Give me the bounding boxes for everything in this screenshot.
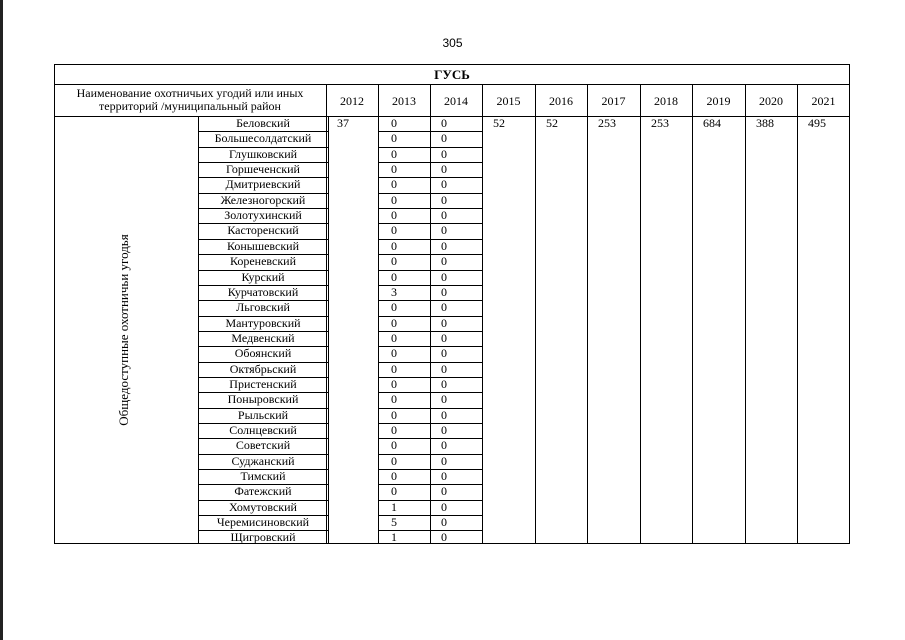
value-2014: 0	[441, 423, 447, 437]
value-2014: 0	[441, 162, 447, 177]
value-2014: 0	[441, 453, 447, 468]
year-header: 2018	[654, 94, 678, 108]
value-2013: 0	[391, 330, 397, 345]
grid-line	[378, 515, 430, 516]
value-2013: 0	[391, 423, 397, 437]
value-2014: 0	[441, 269, 447, 284]
data-table	[54, 64, 850, 544]
value-2013: 0	[391, 254, 397, 269]
grid-line	[430, 300, 482, 301]
value-2013: 0	[391, 315, 397, 330]
value-2013: 0	[391, 407, 397, 422]
grid-line	[378, 500, 430, 501]
district-name: Обоянский	[234, 346, 292, 361]
grid-line	[378, 331, 430, 332]
grid-line	[430, 408, 482, 409]
district-name: Солнцевский	[229, 423, 297, 437]
value-2013: 0	[391, 346, 397, 361]
year-header: 2019	[706, 94, 731, 108]
district-name: Советский	[235, 438, 291, 453]
grid-line	[378, 193, 430, 194]
value-2013: 0	[391, 162, 397, 177]
district-name: Щигровский	[230, 530, 296, 545]
grid-line	[378, 300, 430, 301]
year-header: 2016	[549, 94, 573, 108]
grid-line	[54, 116, 850, 117]
grid-line	[430, 147, 482, 148]
grid-line	[54, 84, 850, 85]
grid-line	[378, 223, 430, 224]
grid-line	[378, 392, 430, 393]
grid-line	[378, 423, 430, 424]
district-name: Золотухинский	[224, 208, 302, 223]
value-2014: 0	[441, 407, 447, 422]
grid-line	[430, 239, 482, 240]
value-2013: 0	[391, 208, 397, 223]
value-2014: 0	[441, 484, 447, 499]
grid-line	[430, 84, 431, 544]
name-column-header: Наименование охотничьих угодий или иных территорий /муниципальный район	[76, 86, 304, 113]
grid-line	[378, 239, 430, 240]
district-name: Суджанский	[231, 453, 295, 468]
grid-line	[430, 500, 482, 501]
value-2013: 0	[391, 376, 397, 391]
grid-line	[430, 454, 482, 455]
total-2017: 253	[598, 116, 616, 130]
grid-line	[378, 484, 430, 485]
grid-line	[430, 131, 482, 132]
grid-line	[797, 84, 798, 544]
value-2013: 0	[391, 131, 397, 146]
grid-line	[640, 84, 641, 544]
value-2014: 0	[441, 469, 447, 484]
value-2013: 5	[391, 515, 397, 530]
year-header: 2020	[759, 94, 783, 108]
page-number: 305	[442, 36, 463, 50]
grid-line	[430, 362, 482, 363]
grid-line	[535, 84, 536, 544]
total-2018: 253	[651, 116, 669, 130]
grid-line	[378, 469, 430, 470]
grid-line	[430, 423, 482, 424]
district-name: Курчатовский	[227, 284, 299, 299]
value-2013: 0	[391, 192, 397, 207]
grid-line	[378, 530, 430, 531]
value-2013: 0	[391, 300, 397, 315]
grid-line	[378, 270, 430, 271]
grid-line	[430, 177, 482, 178]
district-name: Глушковский	[228, 146, 298, 161]
year-header: 2021	[811, 94, 836, 108]
table-title: ГУСЬ	[434, 67, 470, 82]
value-2013: 0	[391, 469, 397, 484]
district-name: Пристенский	[229, 376, 297, 391]
year-header: 2012	[340, 94, 364, 108]
value-2014: 0	[441, 254, 447, 269]
district-name: Октябрьский	[229, 361, 297, 376]
district-name: Рыльский	[237, 407, 289, 422]
value-2013: 0	[391, 116, 397, 130]
value-2013: 1	[391, 499, 397, 514]
value-2014: 0	[441, 192, 447, 207]
grid-line	[378, 162, 430, 163]
district-name: Мантуровский	[225, 315, 301, 330]
grid-line	[378, 177, 430, 178]
district-name: Курский	[241, 269, 285, 284]
grid-line	[587, 84, 588, 544]
year-header: 2014	[444, 94, 468, 108]
grid-line	[430, 530, 482, 531]
value-2014: 0	[441, 300, 447, 315]
year-header: 2013	[392, 94, 416, 108]
scan-edge	[0, 0, 3, 640]
district-name: Фатежский	[234, 484, 292, 499]
year-header: 2015	[496, 94, 521, 108]
value-2014: 0	[441, 284, 447, 299]
grid-line	[378, 377, 430, 378]
value-2014: 0	[441, 376, 447, 391]
grid-line	[430, 438, 482, 439]
district-name: Беловский	[236, 116, 290, 130]
district-name: Кореневский	[229, 254, 297, 269]
value-2014: 0	[441, 499, 447, 514]
district-name: Черемисиновский	[216, 515, 310, 530]
grid-line	[430, 515, 482, 516]
grid-line	[378, 131, 430, 132]
grid-line	[378, 208, 430, 209]
category-label-text: Общедоступные охотничьи угодья	[116, 234, 131, 426]
year-header: 2017	[601, 94, 626, 108]
grid-line	[430, 331, 482, 332]
grid-line	[430, 162, 482, 163]
value-2013: 0	[391, 223, 397, 238]
value-2014: 0	[441, 361, 447, 376]
value-2014: 0	[441, 330, 447, 345]
grid-line	[378, 285, 430, 286]
total-2020: 388	[756, 116, 774, 130]
district-name: Льговский	[236, 300, 290, 315]
value-2014: 0	[441, 223, 447, 238]
grid-line	[378, 454, 430, 455]
grid-line	[430, 484, 482, 485]
value-2014: 0	[441, 392, 447, 407]
district-name: Большесолдатский	[214, 131, 312, 146]
total-2021: 495	[808, 116, 826, 130]
district-name: Медвенский	[231, 330, 295, 345]
value-2013: 0	[391, 238, 397, 253]
value-2014: 0	[441, 177, 447, 192]
value-2014: 0	[441, 131, 447, 146]
grid-line	[430, 270, 482, 271]
grid-line	[328, 116, 329, 544]
grid-line	[430, 377, 482, 378]
grid-line	[378, 147, 430, 148]
value-2013: 1	[391, 530, 397, 545]
value-2013: 3	[391, 284, 397, 299]
district-name: Хомутовский	[229, 499, 297, 514]
district-name: Конышевский	[226, 238, 300, 253]
value-2013: 0	[391, 392, 397, 407]
value-2013: 0	[391, 269, 397, 284]
value-2014: 0	[441, 346, 447, 361]
total-2016: 52	[546, 116, 558, 130]
value-2014: 0	[441, 116, 447, 130]
value-2013: 0	[391, 453, 397, 468]
grid-line	[378, 254, 430, 255]
grid-line	[378, 84, 379, 544]
grid-line	[430, 346, 482, 347]
grid-line	[378, 316, 430, 317]
district-name: Касторенский	[227, 223, 299, 238]
value-2013: 0	[391, 361, 397, 376]
value-2014: 0	[441, 315, 447, 330]
value-2013: 0	[391, 438, 397, 453]
value-2014: 0	[441, 146, 447, 161]
grid-line	[378, 346, 430, 347]
value-2014: 0	[441, 530, 447, 545]
value-2014: 0	[441, 208, 447, 223]
grid-line	[430, 254, 482, 255]
grid-line	[745, 84, 746, 544]
total-2015: 52	[493, 116, 505, 130]
grid-line	[482, 84, 483, 544]
grid-line	[378, 362, 430, 363]
total-2019: 684	[703, 116, 721, 130]
grid-line	[430, 392, 482, 393]
district-name: Железногорский	[220, 192, 306, 207]
district-name: Горшеченский	[226, 162, 300, 177]
value-2013: 0	[391, 146, 397, 161]
value-2014: 0	[441, 438, 447, 453]
grid-line	[430, 469, 482, 470]
grid-line	[430, 285, 482, 286]
value-2014: 0	[441, 238, 447, 253]
grid-line	[430, 208, 482, 209]
district-name: Дмитриевский	[225, 177, 301, 192]
grid-line	[378, 438, 430, 439]
grid-line	[692, 84, 693, 544]
district-name: Поныровский	[227, 392, 299, 407]
value-2014: 0	[441, 515, 447, 530]
district-name: Тимский	[240, 469, 286, 484]
value-2013: 0	[391, 177, 397, 192]
grid-line	[430, 223, 482, 224]
value-2013: 0	[391, 484, 397, 499]
total-2012: 37	[337, 116, 349, 130]
grid-line	[430, 316, 482, 317]
grid-line	[430, 193, 482, 194]
grid-line	[378, 408, 430, 409]
